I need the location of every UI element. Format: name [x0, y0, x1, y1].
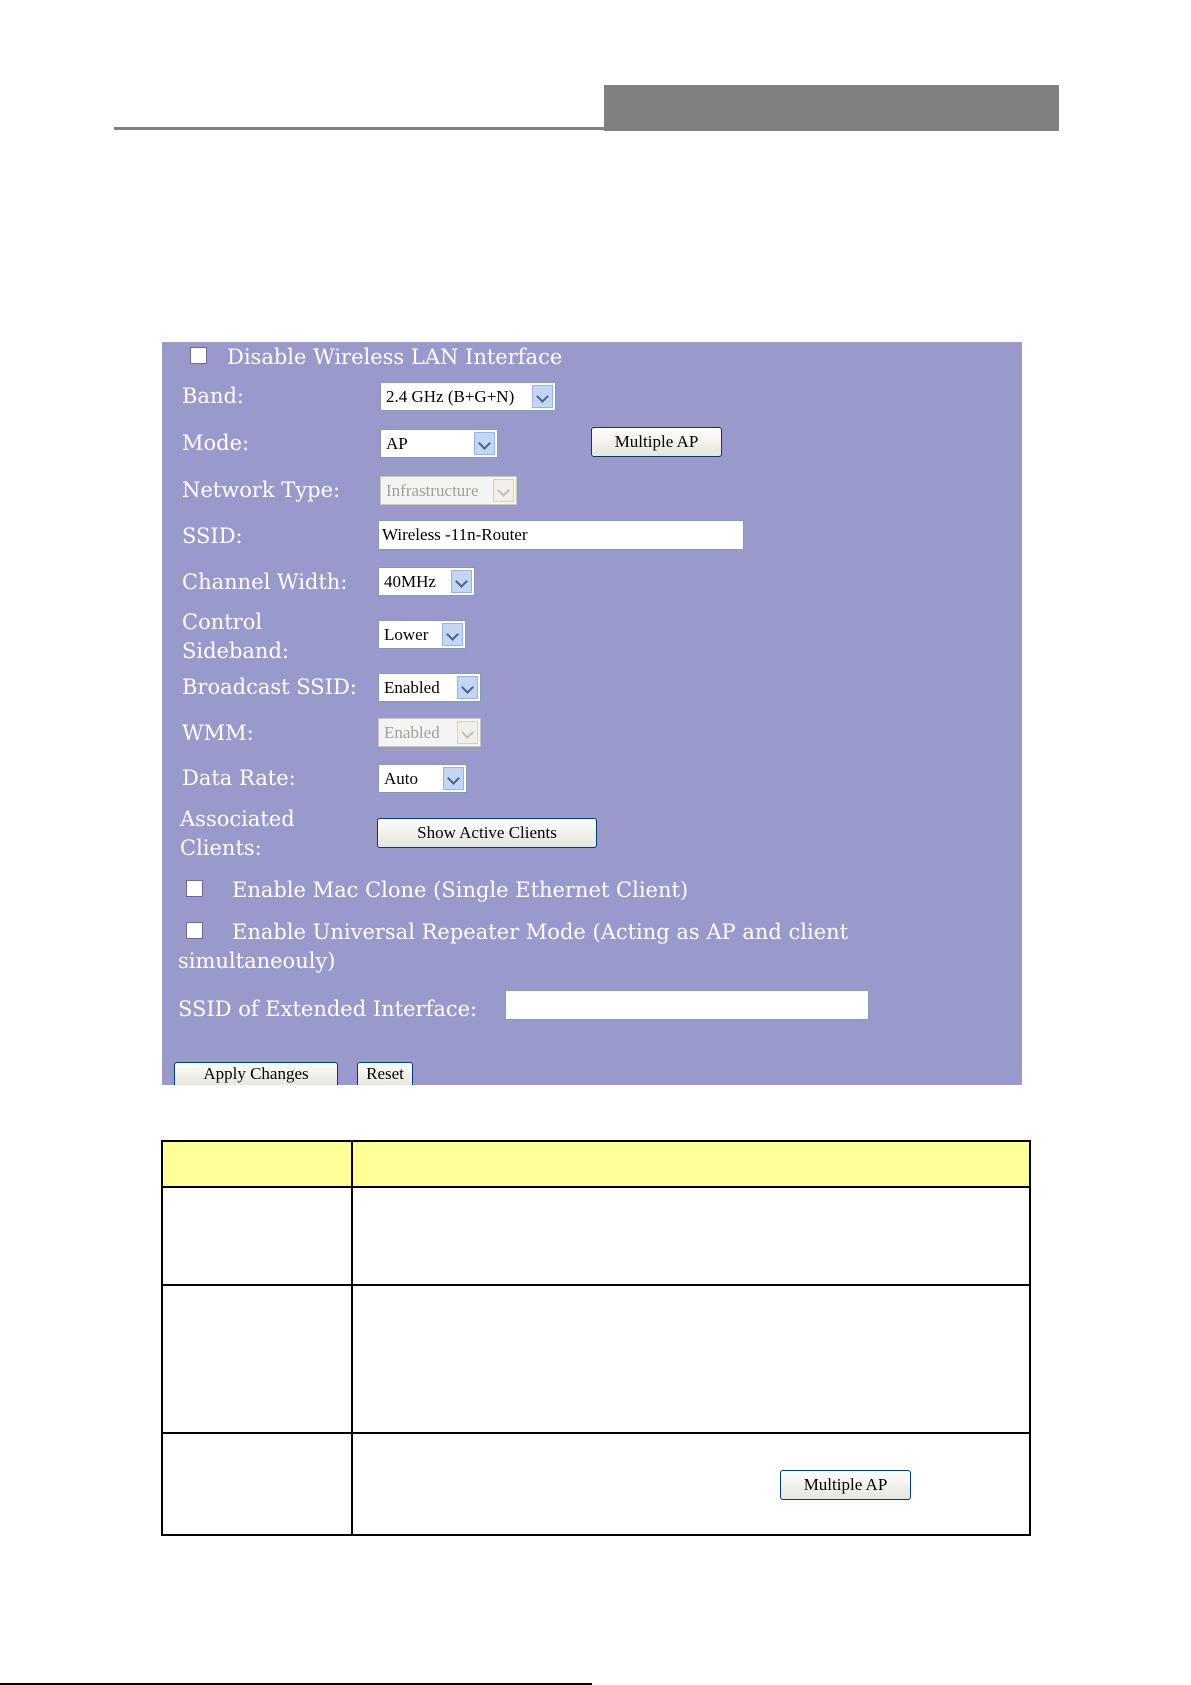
- broadcast-ssid-label: Broadcast SSID:: [182, 675, 357, 699]
- chevron-down-icon: [457, 721, 478, 744]
- band-label: Band:: [182, 384, 244, 408]
- table-header-cell: [162, 1141, 352, 1187]
- ssid-input[interactable]: Wireless -11n-Router: [378, 520, 744, 550]
- associated-clients-label-1: Associated: [180, 807, 295, 831]
- wmm-value: Enabled: [384, 723, 440, 742]
- repeater-mode-label-1: Enable Universal Repeater Mode (Acting as AP and client: [232, 920, 849, 944]
- control-sideband-label-1: Control: [182, 610, 263, 634]
- band-select[interactable]: [380, 382, 556, 411]
- network-type-select: [380, 476, 517, 505]
- table-row: [162, 1187, 1030, 1285]
- table-row: [162, 1285, 1030, 1433]
- repeater-mode-checkbox[interactable]: [186, 922, 203, 939]
- network-type-value: Infrastructure: [386, 481, 479, 500]
- control-sideband-select[interactable]: [378, 620, 466, 649]
- control-sideband-value: Lower: [384, 625, 429, 644]
- wmm-label: WMM:: [182, 721, 254, 745]
- table-row: [162, 1433, 1030, 1535]
- mac-clone-checkbox[interactable]: [186, 880, 203, 897]
- channel-width-label: Channel Width:: [182, 570, 348, 594]
- chevron-down-icon: [493, 479, 514, 502]
- chevron-down-icon: [532, 385, 553, 408]
- control-sideband-label-2: Sideband:: [182, 639, 289, 663]
- repeater-mode-label-2: simultaneouly): [178, 949, 336, 973]
- reset-button[interactable]: Reset: [357, 1062, 413, 1085]
- band-value: 2.4 GHz (B+G+N): [386, 387, 515, 406]
- channel-width-select[interactable]: [378, 567, 475, 596]
- multiple-ap-button[interactable]: Multiple AP: [591, 427, 722, 457]
- wmm-select: [378, 718, 481, 747]
- table-cell: [352, 1187, 1030, 1285]
- disable-wlan-label: Disable Wireless LAN Interface: [227, 345, 563, 369]
- mode-select[interactable]: [380, 429, 498, 458]
- chevron-down-icon: [451, 570, 472, 593]
- table-header-cell: [352, 1141, 1030, 1187]
- data-rate-label: Data Rate:: [182, 766, 296, 790]
- show-active-clients-button[interactable]: Show Active Clients: [377, 818, 597, 848]
- table-header-row: [162, 1141, 1030, 1187]
- mac-clone-label: Enable Mac Clone (Single Ethernet Client): [232, 878, 689, 902]
- chevron-down-icon: [457, 676, 478, 699]
- header-bar: [604, 85, 1059, 131]
- mode-label: Mode:: [182, 431, 250, 455]
- chevron-down-icon: [474, 432, 495, 455]
- mode-value: AP: [386, 434, 408, 453]
- chevron-down-icon: [443, 767, 464, 790]
- extended-ssid-label: SSID of Extended Interface:: [178, 997, 478, 1021]
- chevron-down-icon: [442, 623, 463, 646]
- data-rate-value: Auto: [384, 769, 418, 788]
- apply-changes-button[interactable]: Apply Changes: [174, 1062, 338, 1085]
- description-table: [161, 1140, 1031, 1536]
- data-rate-select[interactable]: [378, 764, 467, 793]
- table-multiple-ap-button[interactable]: Multiple AP: [780, 1470, 911, 1500]
- table-cell: [352, 1285, 1030, 1433]
- channel-width-value: 40MHz: [384, 572, 436, 591]
- table-cell: [162, 1285, 352, 1433]
- wireless-settings-panel: [162, 342, 1022, 1085]
- table-cell: [162, 1433, 352, 1535]
- associated-clients-label-2: Clients:: [180, 836, 262, 860]
- header-rule: [114, 127, 604, 130]
- table-cell: [352, 1433, 1030, 1535]
- disable-wlan-checkbox[interactable]: [190, 347, 207, 364]
- ssid-label: SSID:: [182, 524, 243, 548]
- extended-ssid-input[interactable]: [505, 990, 869, 1020]
- broadcast-ssid-select[interactable]: [378, 673, 481, 702]
- network-type-label: Network Type:: [182, 478, 341, 502]
- broadcast-ssid-value: Enabled: [384, 678, 440, 697]
- table-cell: [162, 1187, 352, 1285]
